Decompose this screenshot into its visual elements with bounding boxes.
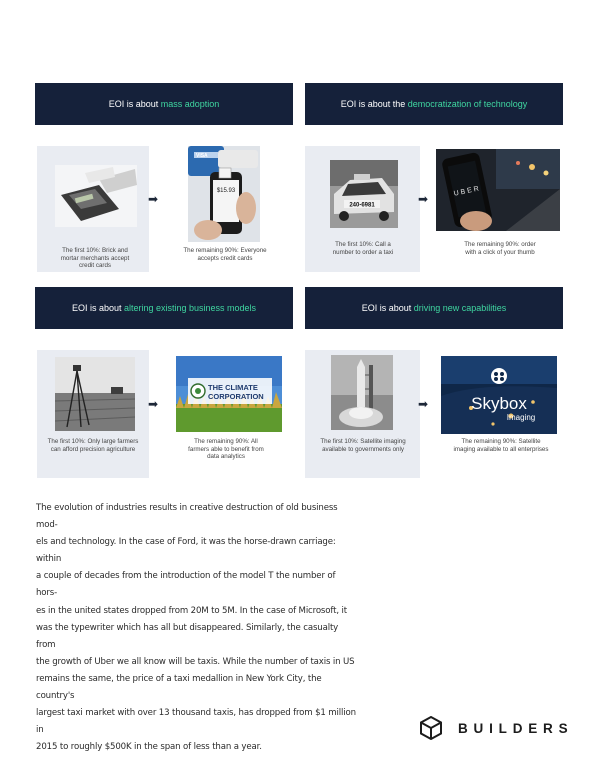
skybox-imaging-image <box>441 356 557 434</box>
farm-surveying-image <box>55 357 135 431</box>
caption-after: The remaining 90%: order with a click of your thumb <box>464 241 536 256</box>
climate-corporation-image <box>176 356 282 432</box>
banner-prefix: EOI is about <box>361 303 414 313</box>
caption-after: The remaining 90%: Everyone accepts credit cards <box>183 247 267 262</box>
banner-highlight: altering existing business models <box>123 303 257 313</box>
visa-text: VISA <box>196 153 208 159</box>
uber-phone-image <box>436 149 560 231</box>
caption-after: The remaining 90%: Satellite imaging available to all enterprises <box>453 438 549 453</box>
cube-logo-icon <box>420 716 442 740</box>
banner-highlight: democratization of technology <box>407 99 528 109</box>
banner-prefix: EOI is about <box>71 303 124 313</box>
climate-line2-text: CORPORATION <box>208 392 264 401</box>
banner-highlight: driving new capabilities <box>413 303 507 313</box>
banner-democratization <box>305 83 563 125</box>
square-amount-text: $15.93 <box>216 188 236 194</box>
arrow-right-icon: ➡ <box>148 397 159 411</box>
caption-before: The first 10%: Call a number to order a taxi <box>332 241 394 256</box>
skybox-sub-text: Imaging <box>506 413 536 422</box>
body-line: 2015 to roughly $500K in the span of less than a year. <box>36 742 262 753</box>
caption-before: The first 10%: Satellite imaging available to governments only <box>320 438 406 453</box>
body-line: els and technology. In the case of Ford, it was the horse-drawn carriage: within <box>36 537 336 565</box>
banner-prefix: EOI is about the <box>340 99 408 109</box>
banner-new-capabilities <box>305 287 563 329</box>
caption-after: The remaining 90%: All farmers able to benefit from data analytics <box>188 438 264 461</box>
logo-text: BUILDERS <box>458 720 574 736</box>
banner-highlight: mass adoption <box>160 99 220 109</box>
arrow-right-icon: ➡ <box>418 192 429 206</box>
skybox-text: Skybox <box>471 394 527 413</box>
body-line: remains the same, the price of a taxi medallion in New York City, the country's <box>36 673 322 702</box>
banner-business-models <box>35 287 293 329</box>
card-terminal-image <box>55 165 137 227</box>
caption-before: The first 10%: Brick and mortar merchants accept credit cards <box>60 247 130 270</box>
body-line: The evolution of industries results in creative destruction of old business mod- <box>36 503 338 531</box>
taxi-number-text: 240-6981 <box>349 202 375 209</box>
arrow-right-icon: ➡ <box>148 192 159 206</box>
body-line: was the typewriter which has all but disappeared. Similarly, the casualty from <box>36 622 339 650</box>
caption-before: The first 10%: Only large farmers can afford precision agriculture <box>47 438 139 453</box>
arrow-right-icon: ➡ <box>418 397 429 411</box>
body-line: a couple of decades from the introduction of the model T the number of hors- <box>36 571 336 599</box>
square-reader-image <box>188 146 260 242</box>
body-line: es in the united states dropped from 20M to 5M. In the case of Microsoft, it <box>36 605 347 616</box>
body-line: largest taxi market with over 13 thousand taxis, has dropped from $1 million in <box>36 708 356 736</box>
rocket-launch-image <box>331 355 393 430</box>
body-line: the growth of Uber we all know will be taxis. While the number of taxis in US <box>36 656 355 667</box>
banner-prefix: EOI is about <box>108 99 161 109</box>
body-paragraph <box>36 500 356 756</box>
uber-text: UBER <box>453 185 482 198</box>
banner-mass-adoption <box>35 83 293 125</box>
builders-logo <box>420 716 573 740</box>
taxi-image <box>330 160 398 228</box>
climate-line1-text: THE CLIMATE <box>208 383 258 392</box>
